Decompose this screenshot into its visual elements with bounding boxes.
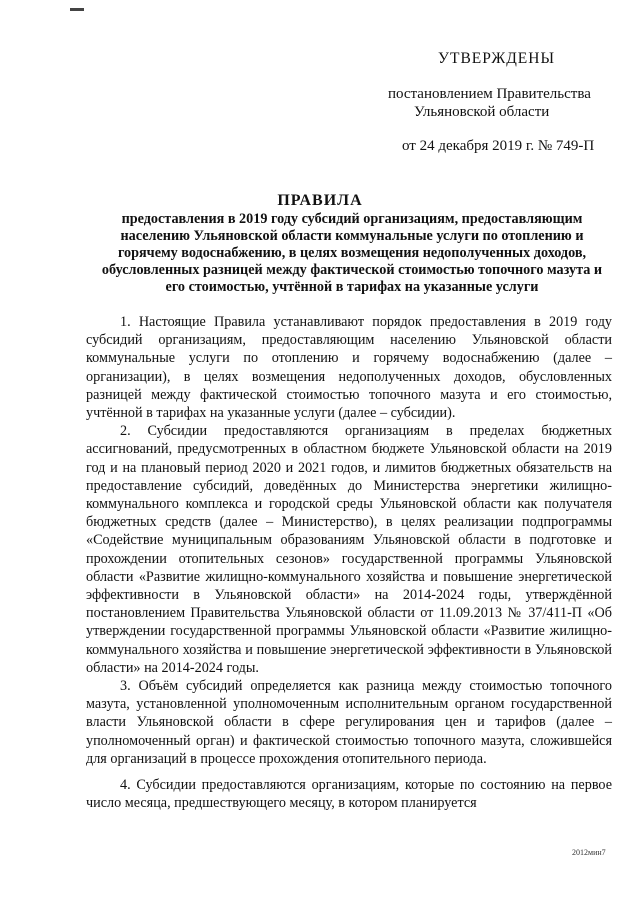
document-title: ПРАВИЛА bbox=[277, 192, 363, 209]
document-subtitle: предоставления в 2019 году субсидий организациям, предоставляющим населению Ульяновской области коммунальные услуги по отоплению и горячему водоснабжению, в целях возмещения недополученных доходов, обусловленных разницей между фактической стоимостью топочного мазута и его стоимостью, учтённой в тарифах на указанные услуги bbox=[101, 211, 603, 295]
paragraph-4: 4. Субсидии предоставляются организациям, которые по состоянию на первое число месяца, предшествующего месяцу, в котором планируется bbox=[86, 777, 612, 812]
paragraph-1: 1. Настоящие Правила устанавливают порядок предоставления в 2019 году субсидий организациям, предоставляющим населению Ульяновской области коммунальные услуги по отоплению и горячему водоснабжению (далее – организации), в целях возмещения недополученных доходов, обусловленных разницей между фактической стоимостью топочного мазута и его стоимостью, учтённой в тарифах на указанные услуги (далее – субсидии). bbox=[86, 314, 612, 422]
approval-region: Ульяновской области bbox=[414, 104, 550, 120]
paragraph-3: 3. Объём субсидий определяется как разница между стоимостью топочного мазута, установленной уполномоченным исполнительным органом государственной власти Ульяновской области в сфере регулирования цен и тарифов (далее – уполномоченный орган) и фактической стоимостью топочного мазута, сложившейся для организаций в процессе прохождения отопительного периода. bbox=[86, 678, 612, 767]
footer-code: 2012мин7 bbox=[572, 848, 606, 857]
scan-mark bbox=[70, 8, 84, 11]
approval-heading: УТВЕРЖДЕНЫ bbox=[438, 50, 555, 67]
document-body bbox=[86, 313, 612, 812]
approval-date: от 24 декабря 2019 г. № 749-П bbox=[402, 138, 595, 154]
approval-by-line: постановлением Правительства bbox=[388, 86, 591, 102]
paragraph-2: 2. Субсидии предоставляются организациям в пределах бюджетных ассигнований, предусмотренных в областном бюджете Ульяновской области на 2019 год и на плановый период 2020 и 2021 годов, и лимитов бюджетных обязательств на предоставление субсидий, доведённых до Министерства энергетики жилищно-коммунального комплекса и городской среды Ульяновской области как получателя бюджетных средств (далее – Министерство), в целях реализации подпрограммы «Содействие муниципальным образованиям Ульяновской области в подготовке и прохождении отопительных сезонов» государственной программы Ульяновской области «Развитие жилищно-коммунального хозяйства и повышение энергетической эффективности в Ульяновской области» на 2014-2024 годы, утверждённой постановлением Правительства Ульяновской области от 11.09.2013 № 37/411-П «Об утверждении государственной программы Ульяновской области «Развитие жилищно-коммунального хозяйства и повышение энергетической эффективности в Ульяновской области» на 2014-2024 годы. bbox=[86, 423, 612, 676]
